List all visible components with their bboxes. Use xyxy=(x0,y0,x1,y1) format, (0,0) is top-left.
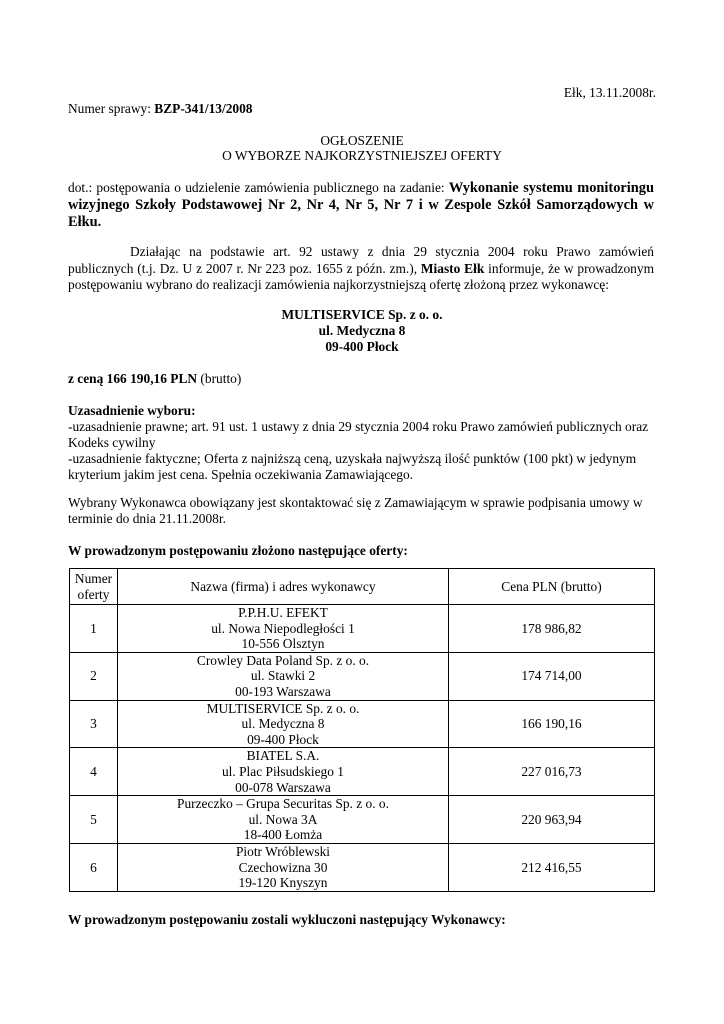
offer-number: 5 xyxy=(70,796,118,844)
offer-price: 227 016,73 xyxy=(449,748,655,796)
justification-line-1: -uzasadnienie prawne; art. 91 ust. 1 ustawy z dnia 29 stycznia 2004 roku Prawo zamówień publicznych oraz xyxy=(68,419,649,434)
winner-name: MULTISERVICE Sp. z o. o. xyxy=(281,307,443,322)
offer-price: 212 416,55 xyxy=(449,843,655,891)
offer-number: 1 xyxy=(70,605,118,653)
table-row xyxy=(70,796,655,844)
offer-price: 166 190,16 xyxy=(449,700,655,748)
offer-price: 220 963,94 xyxy=(449,796,655,844)
justification-line-2: Kodeks cywilny xyxy=(68,435,156,450)
col-header-number: Numer oferty xyxy=(70,569,118,605)
contact-line-1: Wybrany Wykonawca obowiązany jest skontaktować się z Zamawiającym w sprawie podpisania umowy w xyxy=(68,495,643,510)
justification-line-3: -uzasadnienie faktyczne; Oferta z najniższą ceną, uzyskała najwyższą ilość punktów (100 pkt) w jedynym xyxy=(68,451,637,466)
offer-number: 4 xyxy=(70,748,118,796)
contracting-authority: Miasto Ełk xyxy=(420,260,485,276)
justification-line-4: kryterium jakim jest cena. Spełnia oczekiwania Zamawiającego. xyxy=(68,467,414,482)
offer-contractor: Crowley Data Poland Sp. z o. o. ul. Stawki 2 00-193 Warszawa xyxy=(118,652,449,700)
offers-heading: W prowadzonym postępowaniu złożono następujące oferty: xyxy=(68,543,408,558)
table-row xyxy=(70,652,655,700)
place-date: Ełk, 13.11.2008r. xyxy=(563,85,656,100)
winning-price xyxy=(68,371,241,388)
case-number-line xyxy=(68,101,252,118)
subject-task: Wykonanie systemu monitoringu wizyjnego Szkoły Podstawowej Nr 2, Nr 4, Nr 5, Nr 7 i w Zespole Szkół Samorządowych w Ełku. xyxy=(68,180,655,230)
subject-prefix: dot.: postępowania o udzielenie zamówienia publicznego na zadanie: xyxy=(68,180,449,195)
intro-text-1: Działając na podstawie art. 92 ustawy z dnia 29 stycznia 2004 roku Prawo zamówień publicznych (t.j. Dz. U z 2007 r. Nr 223 poz. 1655 z późn. zm.), xyxy=(68,244,654,276)
case-number: BZP-341/13/2008 xyxy=(154,101,253,116)
announcement-subtitle: O WYBORZE NAJKORZYSTNIEJSZEJ OFERTY xyxy=(222,148,502,163)
contact-line-2: terminie do dnia 21.11.2008r. xyxy=(68,511,226,526)
offer-contractor: MULTISERVICE Sp. z o. o. ul. Medyczna 8 09-400 Płock xyxy=(118,700,449,748)
winning-price-suffix: (brutto) xyxy=(197,371,242,386)
intro-paragraph xyxy=(68,244,654,294)
excluded-heading: W prowadzonym postępowaniu zostali wykluczoni następujący Wykonawcy: xyxy=(68,912,506,927)
offer-contractor: BIATEL S.A. ul. Plac Piłsudskiego 1 00-078 Warszawa xyxy=(118,748,449,796)
offers-table-header xyxy=(70,569,655,605)
offer-number: 6 xyxy=(70,843,118,891)
winner-city: 09-400 Płock xyxy=(325,339,399,354)
case-number-label: Numer sprawy: xyxy=(68,101,155,116)
intro-text-2: informuje, że w prowadzonym postępowaniu wybrano do realizacji zamówienia najkorzystniejszą ofertę złożoną przez wykonawcę: xyxy=(68,260,654,292)
offer-contractor: Piotr Wróblewski Czechowizna 30 19-120 Knyszyn xyxy=(118,843,449,891)
table-row xyxy=(70,700,655,748)
offer-contractor: P.P.H.U. EFEKT ul. Nowa Niepodległości 1 10-556 Olsztyn xyxy=(118,605,449,653)
table-row xyxy=(70,748,655,796)
subject-paragraph xyxy=(68,180,654,231)
offer-price: 174 714,00 xyxy=(449,652,655,700)
winner-street: ul. Medyczna 8 xyxy=(318,323,406,338)
offers-table xyxy=(69,568,655,892)
offer-price: 178 986,82 xyxy=(449,605,655,653)
offer-number: 2 xyxy=(70,652,118,700)
winning-price-value: z ceną 166 190,16 PLN xyxy=(68,371,198,386)
offer-contractor: Purzeczko – Grupa Securitas Sp. z o. o. ul. Nowa 3A 18-400 Łomża xyxy=(118,796,449,844)
announcement-title: OGŁOSZENIE xyxy=(320,133,404,148)
offer-number: 3 xyxy=(70,700,118,748)
col-header-price: Cena PLN (brutto) xyxy=(449,569,655,605)
justification-heading: Uzasadnienie wyboru: xyxy=(68,403,196,418)
table-row xyxy=(70,605,655,653)
table-row xyxy=(70,843,655,891)
col-header-name: Nazwa (firma) i adres wykonawcy xyxy=(118,569,449,605)
